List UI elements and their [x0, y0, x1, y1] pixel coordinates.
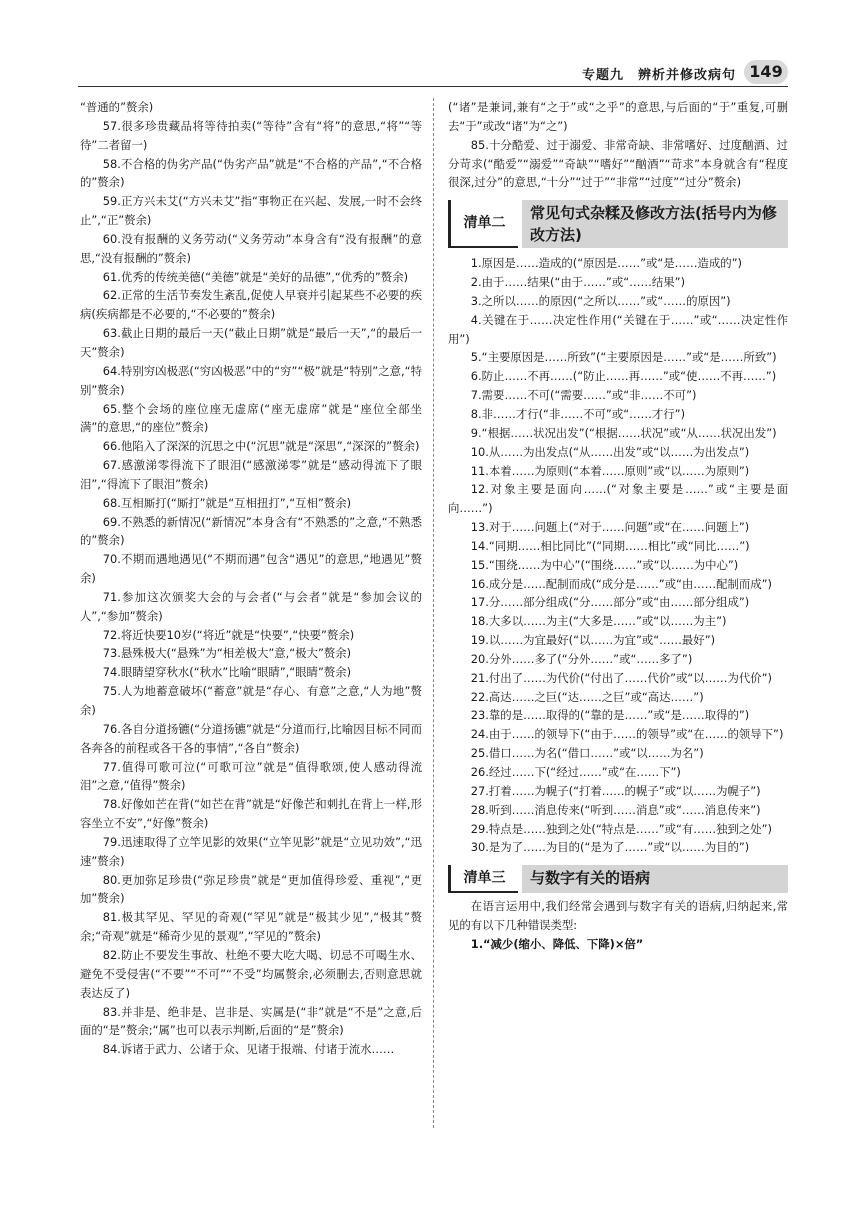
list-item: 23.靠的是……取得的(“靠的是……”或“是……取得的”)	[470, 708, 750, 723]
list-item: 74.眼睛望穿秋水(“秋水”比喻“眼睛”,“眼睛”赘余)	[102, 665, 352, 680]
list-item: 80.更加弥足珍贵(“弥足珍贵”就是“更加值得珍爱、重视”,“更加”赘余)	[80, 872, 422, 906]
list-item: 11.本着……为原则(“本着……原则”或“以……为原则”)	[470, 463, 750, 478]
list-item: 20.分外……多了(“分外……”或“……多了”)	[470, 651, 693, 666]
list-item: (“诸”是兼词,兼有“之于”或“之乎”的意思,与后面的“于”重复,可删去“于”或改“诸”为“之”)	[448, 100, 788, 133]
section3-intro: 在语言运用中,我们经常会遇到与数字有关的语病,归纳起来,常见的有以下几种错误类型:	[448, 899, 788, 933]
list-item: 8.非……才行(“非……不可”或“……才行”)	[470, 406, 686, 421]
list-item: 9.“根据……状况出发”(“根据……状况”或“从……状况出发”)	[470, 425, 777, 440]
list-item: 24.由于……的领导下(“由于……的领导”或“在……的领导下”)	[470, 727, 784, 742]
list-item: 71.参加这次颁奖大会的与会者(“与会者”就是“参加会议的人”,“参加”赘余)	[80, 589, 422, 623]
list-item: 63.截止日期的最后一天(“截止日期”就是“最后一天”,“的最后一天”赘余)	[80, 326, 422, 359]
list-item: 61.优秀的传统美德(“美德”就是“美好的品德”,“优秀的”赘余)	[102, 269, 409, 284]
list-item: 27.打着……为幌子(“打着……的幌子”或“以……为幌子”)	[470, 783, 761, 798]
list-item: 73.悬殊极大(“悬殊”为“相差极大”意,“极大”赘余)	[102, 646, 352, 661]
list-item: 57.很多珍贵藏品将等待拍卖(“等待”含有“将”的意思,“将”“等待”二者留一)	[80, 118, 422, 152]
list-item: 69.不熟悉的新情况(“新情况”本身含有“不熟悉的”之意,“不熟悉的”赘余)	[80, 514, 422, 548]
list-item: 1.原因是……造成的(“原因是……”或“是……造成的”)	[470, 256, 742, 271]
list-item: 60.没有报酬的义务劳动(“义务劳动”本身含有“没有报酬”的意思,“没有报酬的”赘余)	[80, 231, 422, 265]
list-item: 72.将近快要10岁(“将近”就是“快要”,“快要”赘余)	[102, 627, 355, 642]
list-item: 26.经过……下(“经过……”或“在……下”)	[470, 765, 681, 779]
list-item: 4.关键在于……决定性作用(“关键在于……”或“……决定性作用”)	[448, 312, 788, 346]
list-item: 25.借口……为名(“借口……”或“以……为名”)	[470, 746, 704, 761]
list-item: 28.听到……消息传来(“听到……消息”或“……消息传来”)	[470, 802, 761, 817]
list-item: 29.特点是……独到之处(“特点是……”或“有……独到之处”)	[470, 821, 772, 836]
list-item: 79.迅速取得了立竿见影的效果(“立竿见影”就是“立见功效”,“迅速”赘余)	[80, 834, 422, 868]
header-rule	[78, 86, 788, 87]
list-item: 6.防止……不再……(“防止……再……”或“使……不再……”)	[470, 369, 777, 384]
list-item: 12.对象主要是面向……(“对象主要是……”或“主要是面向……”)	[448, 482, 788, 516]
list-item: 66.他陷入了深深的沉思之中(“沉思”就是“深思”,“深深的”赘余)	[102, 439, 420, 454]
list-item: 5.“主要原因是……所致”(“主要原因是……”或“是……所致”)	[470, 350, 777, 365]
list-item: 70.不期而遇地遇见(“不期而遇”包含“遇见”的意思,“地遇见”赘余)	[80, 552, 422, 586]
list-item: 62.正常的生活节奏发生紊乱,促使人早衰并引起某些不必要的疾病(疾病都是不必要的,“不必要的”赘余)	[80, 288, 422, 322]
list-item: 83.并非是、绝非是、岂非是、实属是(“非”就是“不是”之意,后面的“是”赘余;“属”也可以表示判断,后面的“是”赘余)	[80, 1004, 422, 1038]
list-item: 65.整个会场的座位座无虚席(“座无虚席”就是“座位全部坐满”的意思,“的座位”赘余)	[80, 401, 422, 435]
list-item: 21.付出了……为代价(“付出了……代价”或“以……为代价”)	[470, 670, 772, 685]
list-item: 7.需要……不可(“需要……”或“非……不可”)	[470, 388, 697, 403]
list-item: 19.以……为宜最好(“以……为宜”或“……最好”)	[470, 633, 716, 648]
list-item: 64.特别穷凶极恶(“穷凶极恶”中的“穷”“极”就是“特别”之意,“特别”赘余)	[80, 363, 422, 397]
list-item: 75.人为地蓄意破坏(“蓄意”就是“存心、有意”之意,“人为地”赘余)	[80, 684, 422, 717]
list-item: 68.互相厮打(“厮打”就是“互相扭打”,“互相”赘余)	[102, 495, 352, 510]
column-divider	[433, 98, 434, 1128]
list-item: 78.好像如芒在背(“如芒在背”就是“好像芒和刺扎在背上一样,形容坐立不安”,“好像”赘余)	[80, 797, 422, 831]
list-item: 15.“围绕……为中心”(“围绕……”或“以……为中心”)	[470, 557, 739, 572]
list-item: 18.大多以……为主(“大多是……”或“以……为主”)	[470, 614, 727, 629]
section-title-3: 与数字有关的语病	[522, 865, 788, 893]
header-title: 专题九 辨析并修改病句	[581, 68, 736, 83]
section3-subheading: 1.“减少(缩小、降低、下降)×倍”	[470, 936, 644, 951]
section-title-2: 常见句式杂糅及修改方法(括号内为修改方法)	[522, 200, 788, 248]
list-item: 67.感激涕零得流下了眼泪(“感激涕零”就是“感动得流下了眼泪”,“得流下了眼泪”赘余)	[80, 458, 422, 491]
section-heading-2	[448, 200, 788, 248]
list-item: 13.对于……问题上(“对于……问题”或“在……问题上”)	[470, 520, 750, 535]
list-item: 22.高达……之巨(“达……之巨”或“高达……”)	[470, 689, 704, 704]
page-number: 149	[744, 60, 788, 84]
section-heading-3	[448, 865, 788, 893]
section-tag-3: 清单三	[448, 865, 518, 893]
list-item: “普通的”赘余)	[80, 100, 154, 114]
list-item: 3.之所以……的原因(“之所以……”或“……的原因”)	[470, 293, 731, 308]
list-item: 10.从……为出发点(“从……出发”或“以……为出发点”)	[470, 444, 750, 459]
list-item: 17.分……部分组成(“分……部分”或“由……部分组成”)	[470, 595, 750, 610]
list-item: 77.值得可歌可泣(“可歌可泣”就是“值得歌颂,使人感动得流泪”之意,“值得”赘余)	[80, 759, 422, 793]
list-item: 81.极其罕见、罕见的奇观(“罕见”就是“极其少见”,“极其”赘余;“奇观”就是“稀奇少见的景观”,“罕见的”赘余)	[80, 910, 422, 944]
list-item: 14.“同期……相比同比”(“同期……相比”或“同比……”)	[470, 538, 750, 553]
list-item: 84.诉诸于武力、公诸于众、见诸于报端、付诸于流水……	[102, 1042, 395, 1057]
list-item: 30.是为了……为目的(“是为了……”或“以……为目的”)	[470, 840, 750, 855]
left-column	[80, 98, 422, 1059]
right-column	[448, 98, 788, 954]
page-header	[78, 60, 788, 86]
list-item: 82.防止不要发生事故、杜绝不要大吃大喝、切忌不可喝生水、避免不受侵害(“不要”“不可”“不受”均属赘余,必须删去,否则意思就表达反了)	[80, 947, 422, 1000]
list-item: 16.成分是……配制而成(“成分是……”或“由……配制而成”)	[470, 576, 772, 591]
sentence-pattern-list	[448, 254, 788, 857]
list-item: 59.正方兴未艾(“方兴未艾”指“事物正在兴起、发展,一时不会终止”,“正”赘余)	[80, 194, 422, 228]
list-item: 58.不合格的伪劣产品(“伪劣产品”就是“不合格的产品”,“不合格的”赘余)	[80, 156, 422, 190]
list-item: 76.各自分道扬镳(“分道扬镳”就是“分道而行,比喻因目标不同而各奔各的前程或各干各的事情”,“各自”赘余)	[80, 721, 422, 755]
section-tag-2: 清单二	[448, 200, 518, 248]
list-item: 85.十分酷爱、过于溺爱、非常奇缺、非常嗜好、过度酗酒、过分苛求(“酷爱”“溺爱”“奇缺”“嗜好”“酗酒”“苛求”本身就含有“程度很深,过分”的意思,“十分”“过于”“非常”“过度”“过分”赘余)	[448, 137, 788, 190]
list-item: 2.由于……结果(“由于……”或“……结果”)	[470, 275, 686, 290]
